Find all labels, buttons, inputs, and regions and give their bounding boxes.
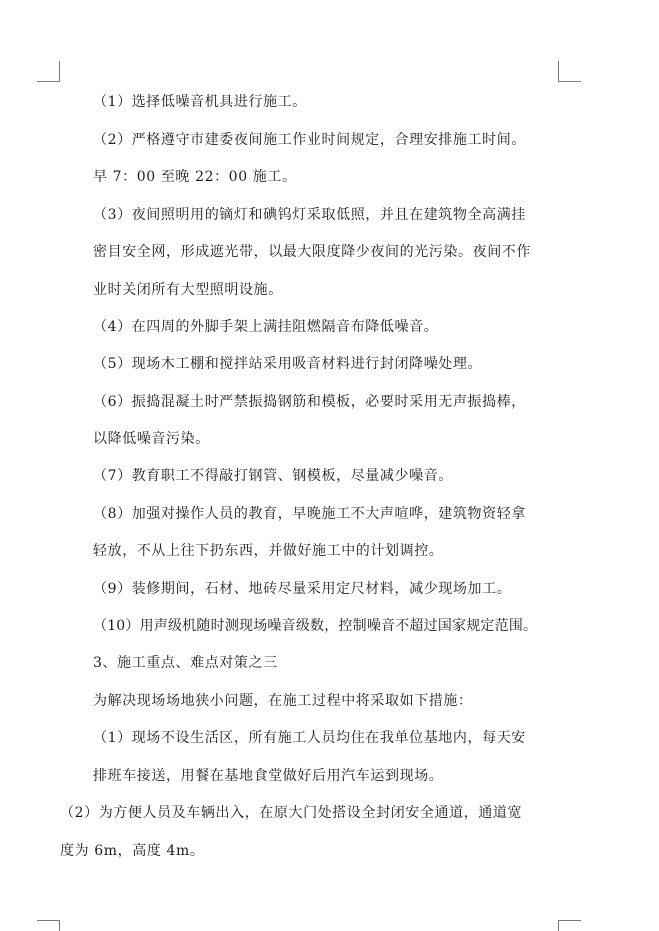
text-line: （3）夜间照明用的镝灯和碘钨灯采取低照，并且在建筑物全高满挂 [93,207,526,223]
text-line: （1）选择低噪音机具进行施工。 [93,94,307,110]
section-heading: 3、施工重点、难点对策之三 [93,655,278,671]
text-line: 度为 6m，高度 4m。 [60,843,205,859]
text-line: （7）教育职工不得敲打钢管、钢模板，尽量减少噪音。 [93,468,453,484]
text-line: 业时关闭所有大型照明设施。 [93,282,283,298]
text-line: 以降低噪音污染。 [93,431,210,447]
text-line: （2）严格遵守市建委夜间施工作业时间规定，合理安排施工时间。 [93,132,526,148]
text-line: 早 7：00 至晚 22：00 施工。 [93,169,297,185]
text-line: （10）用声级机随时测现场噪音级数，控制噪音不超过国家规定范围。 [93,618,538,634]
text-line: （1）现场不设生活区，所有施工人员均住在我单位基地内，每天安 [93,730,526,746]
crop-mark-top-right [558,61,581,82]
text-line: 轻放，不从上往下扔东西，并做好施工中的计划调控。 [93,543,444,559]
crop-mark-bottom-left [37,920,60,931]
text-line: （5）现场木工棚和搅拌站采用吸音材料进行封闭降噪处理。 [93,356,483,372]
text-line: （9）装修期间，石材、地砖尽量采用定尺材料，减少现场加工。 [93,581,512,597]
crop-mark-top-left [37,61,60,82]
text-line: （8）加强对操作人员的教育，早晚施工不大声喧哗，建筑物资轻拿 [93,506,526,522]
text-line: 密目安全网，形成遮光带，以最大限度降少夜间的光污染。夜间不作 [93,244,531,260]
text-line: （6）振捣混凝土时严禁振捣钢筋和模板，必要时采用无声振捣棒， [93,394,526,410]
crop-mark-bottom-right [558,920,581,931]
text-line: （4）在四周的外脚手架上满挂阻燃隔音布降低噪音。 [93,319,439,335]
text-line: 排班车接送，用餐在基地食堂做好后用汽车运到现场。 [93,768,444,784]
text-line: 为解决现场场地狭小问题，在施工过程中将采取如下措施： [93,693,473,709]
text-line: （2）为方便人员及车辆出入，在原大门处搭设全封闭安全通道，通道宽 [60,805,523,821]
